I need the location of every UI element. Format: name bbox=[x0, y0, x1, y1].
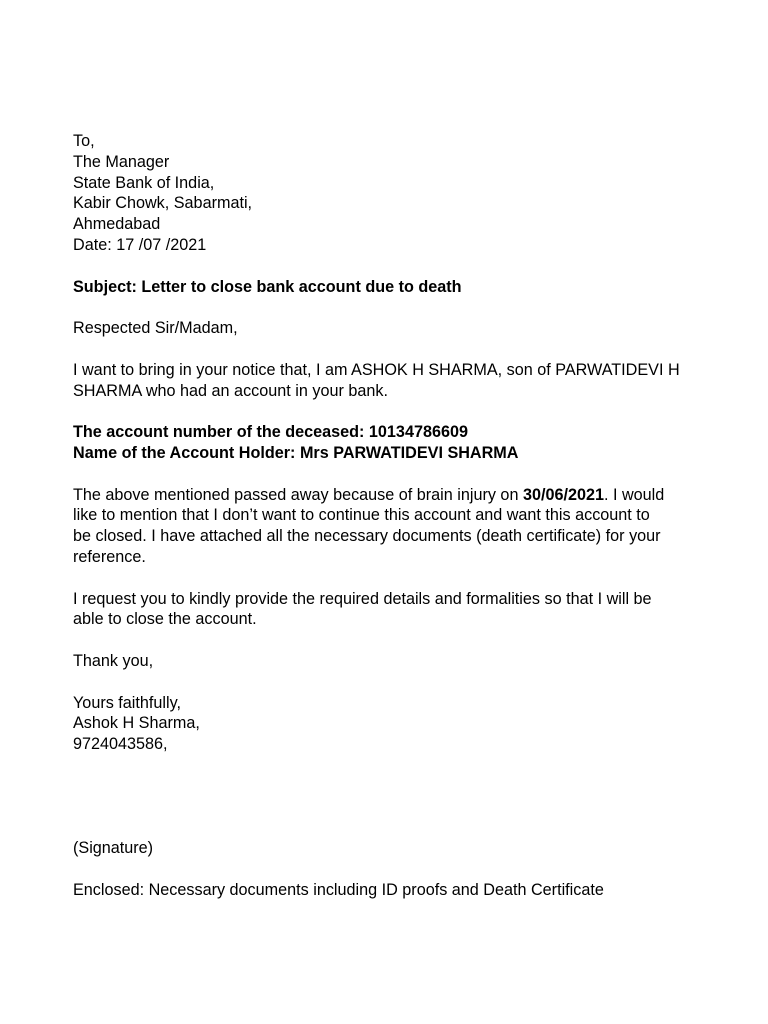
spacer bbox=[73, 568, 693, 589]
enclosures: Enclosed: Necessary documents including ID proofs and Death Certificate bbox=[73, 880, 604, 899]
sender-phone: 9724043586, bbox=[73, 735, 168, 754]
recipient-title: The Manager bbox=[73, 152, 170, 171]
sign-off: Yours faithfully, bbox=[73, 693, 181, 712]
details-text-end: . I would bbox=[603, 485, 665, 504]
letter-subject: Subject: Letter to close bank account due to death bbox=[73, 277, 462, 296]
request-line-1: I request you to kindly provide the required details and formalities so that I will be bbox=[73, 589, 652, 608]
signature-space bbox=[73, 755, 693, 838]
sender-name: Ashok H Sharma, bbox=[73, 714, 200, 733]
spacer bbox=[73, 672, 693, 693]
letter-body bbox=[73, 131, 693, 900]
recipient-branch: Kabir Chowk, Sabarmati, bbox=[73, 194, 253, 213]
intro-line-1: I want to bring in your notice that, I am ASHOK H SHARMA, son of PARWATIDEVI H bbox=[73, 360, 680, 379]
recipient-city: Ahmedabad bbox=[73, 215, 161, 234]
recipient-bank: State Bank of India, bbox=[73, 173, 215, 192]
recipient-to: To, bbox=[73, 132, 95, 150]
spacer bbox=[73, 464, 693, 485]
spacer bbox=[73, 859, 693, 880]
details-line-2: like to mention that I don’t want to continue this account and want this account to bbox=[73, 506, 650, 525]
death-date: 30/06/2021 bbox=[522, 485, 604, 504]
spacer bbox=[73, 401, 693, 422]
details-line-3: be closed. I have attached all the necessary documents (death certificate) for your bbox=[73, 527, 661, 546]
spacer bbox=[73, 256, 693, 277]
greeting: Respected Sir/Madam, bbox=[73, 319, 238, 338]
spacer bbox=[73, 630, 693, 651]
details-line-4: reference. bbox=[73, 547, 146, 566]
spacer bbox=[73, 339, 693, 360]
details-line-1 bbox=[73, 485, 693, 506]
thanks: Thank you, bbox=[73, 651, 154, 670]
signature-placeholder: (Signature) bbox=[73, 839, 154, 858]
account-holder: Name of the Account Holder: Mrs PARWATIDEVI SHARMA bbox=[73, 443, 519, 462]
intro-line-2: SHARMA who had an account in your bank. bbox=[73, 381, 388, 400]
details-text-start: The above mentioned passed away because of brain injury on bbox=[73, 485, 523, 504]
account-number: The account number of the deceased: 10134786609 bbox=[73, 423, 468, 442]
spacer bbox=[73, 297, 693, 318]
letter-date: Date: 17 /07 /2021 bbox=[73, 235, 207, 254]
request-line-2: able to close the account. bbox=[73, 610, 257, 629]
